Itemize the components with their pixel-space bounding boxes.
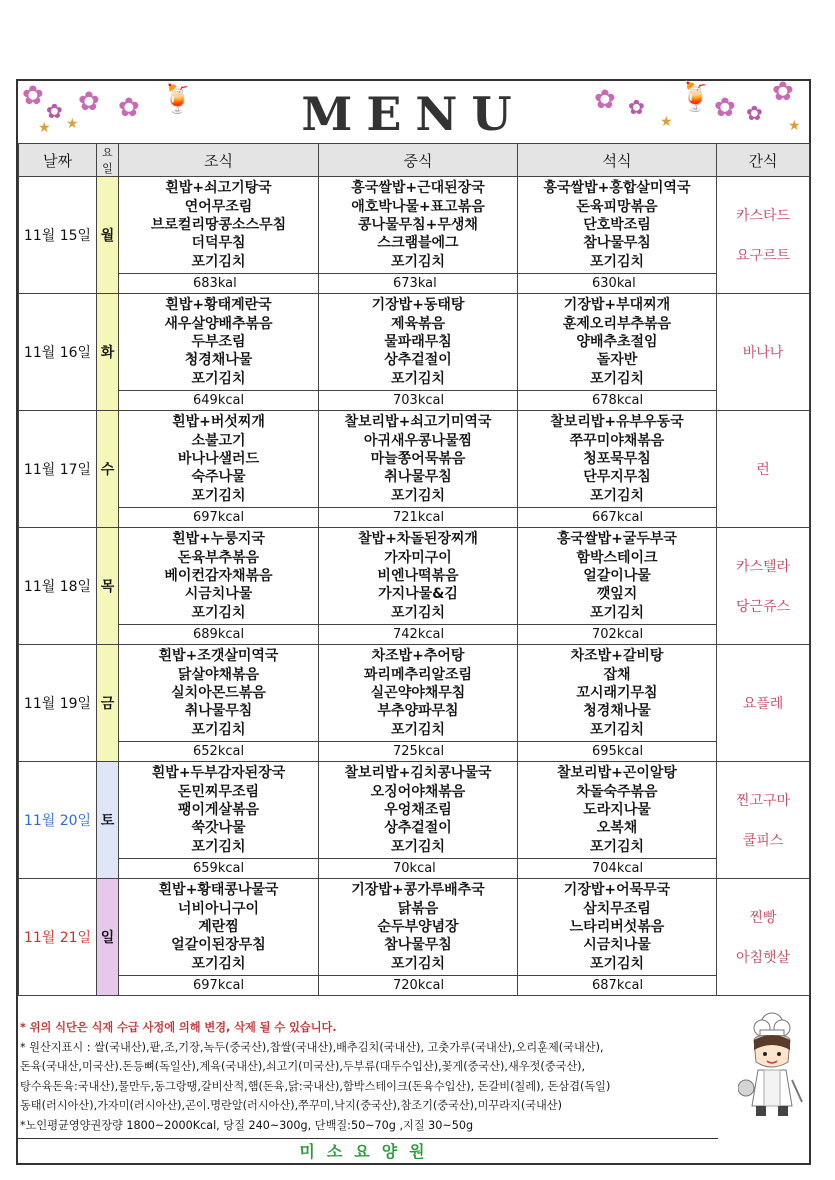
- menu-item: 소불고기: [191, 432, 246, 449]
- menu-item: 비엔나떡볶음: [377, 567, 459, 584]
- flower-icon: ✿: [46, 99, 63, 123]
- menu-item: 기장밥+콩가루배추국: [351, 882, 485, 899]
- date-cell: 11월 18일: [19, 528, 97, 645]
- menu-item: 포기김치: [191, 253, 246, 270]
- date-cell: 11월 17일: [19, 411, 97, 528]
- menu-item: 애호박나물+표고볶음: [351, 198, 485, 215]
- menu-item: 찰보리밥+쇠고기미역국: [344, 414, 492, 431]
- calorie-value: 659kcal: [119, 858, 318, 878]
- menu-item: 제육볶음: [390, 315, 446, 332]
- menu-item: 차조밥+갈비탕: [570, 648, 664, 665]
- star-icon: ★: [660, 114, 673, 130]
- snack-item: 요구르트: [735, 248, 791, 264]
- calorie-value: 630kal: [518, 273, 716, 293]
- menu-item: 포기김치: [390, 253, 446, 270]
- menu-item: 단호박조림: [583, 216, 651, 233]
- menu-item: 오복채: [596, 820, 638, 837]
- menu-item: 차조밥+추어탕: [371, 648, 465, 665]
- day-of-week-cell: 화: [97, 294, 119, 411]
- menu-item: 흰밥+조갯살미역국: [158, 648, 279, 665]
- day-of-week-cell: 금: [97, 645, 119, 762]
- calorie-value: 702kcal: [518, 624, 716, 644]
- dinner-cell: [518, 411, 717, 528]
- menu-item: 포기김치: [589, 838, 645, 855]
- table-row: [19, 762, 810, 879]
- snack-item: 요플레: [742, 696, 784, 712]
- menu-item: 찰보리밥+유부우동국: [550, 414, 684, 431]
- menu-item: 쑥갓나물: [191, 820, 246, 837]
- menu-item: 포기김치: [589, 721, 645, 738]
- cocktail-icon: 🍹: [160, 82, 195, 115]
- snack-cell: [717, 645, 810, 762]
- calorie-value: 70kcal: [319, 858, 517, 878]
- menu-item: 돈민찌무조림: [177, 783, 260, 800]
- menu-item: 꼬시래기무침: [576, 684, 658, 701]
- menu-item: 포기김치: [390, 370, 446, 387]
- calorie-value: 652kcal: [119, 741, 318, 761]
- menu-item: 참나물무침: [384, 937, 452, 954]
- menu-item: 돈육피망볶음: [576, 198, 658, 215]
- snack-item: 쿨피스: [742, 833, 784, 849]
- menu-item: 도라지나물: [583, 801, 651, 818]
- menu-item: 청경채나물: [583, 703, 651, 720]
- menu-item: 너비아니구이: [177, 900, 260, 917]
- menu-item: 함박스테이크: [576, 549, 658, 566]
- menu-item: 흰밥+두부감자된장국: [151, 765, 286, 782]
- flower-icon: ✿: [22, 81, 44, 111]
- menu-item: 기장밥+어묵무국: [563, 882, 671, 899]
- menu-item: 단무지무침: [583, 469, 651, 486]
- menu-item: 실곤약야채무침: [370, 684, 466, 701]
- menu-item: 포기김치: [390, 487, 446, 504]
- menu-item: 찰보리밥+김치콩나물국: [344, 765, 492, 782]
- breakfast-cell: [119, 879, 319, 996]
- menu-item: 가지나물&김: [378, 586, 458, 603]
- dinner-cell: [518, 645, 717, 762]
- menu-item: 흰밥+누룽지국: [172, 531, 265, 548]
- flower-icon: ✿: [118, 93, 140, 123]
- menu-item: 포기김치: [390, 838, 446, 855]
- breakfast-cell: [119, 177, 319, 294]
- menu-item: 상추겉절이: [384, 820, 452, 837]
- notes-origin-line: 탕수육돈육:국내산),물만두,동그랑땡,갈비산적,햄(돈육,닭:국내산),함박스테이크(돈육수입산), 돈갈비(칠레), 돈삼겹(독일): [20, 1079, 611, 1093]
- notes-origin-line: 동태(러시아산),가자미(러시아산),곤이.명란알(러시아산),쭈꾸미,낙지(중국산),참조기(중국산),미꾸라지(국내산): [20, 1099, 562, 1113]
- menu-item: 포기김치: [390, 721, 446, 738]
- calorie-value: 725kcal: [319, 741, 517, 761]
- menu-item: 숙주나물: [191, 469, 246, 486]
- menu-item: 포기김치: [589, 370, 645, 387]
- menu-item: 흰밥+황태콩나물국: [158, 882, 279, 899]
- menu-item: 포기김치: [589, 955, 645, 972]
- day-of-week-cell: 월: [97, 177, 119, 294]
- menu-item: 가자미구이: [384, 549, 452, 566]
- menu-item: 느타리버섯볶음: [569, 918, 665, 935]
- menu-item: 꽈리메추리알조림: [363, 666, 473, 683]
- menu-item: 찰밥+차돌된장찌개: [358, 531, 478, 548]
- snack-cell: [717, 528, 810, 645]
- menu-item: 마늘쫑어묵볶음: [370, 450, 466, 467]
- snack-item: 당근쥬스: [735, 599, 791, 615]
- calorie-value: 678kcal: [518, 390, 716, 410]
- snack-item: 카스텔라: [735, 559, 791, 575]
- calorie-value: 687kcal: [518, 975, 716, 995]
- notes-nutrition: *노인평균영양권장량 1800~2000Kcal, 당질 240~300g, 단백질:50~70g ,지질 30~50g: [20, 1118, 474, 1132]
- header-date: 날짜: [19, 144, 97, 177]
- breakfast-cell: [119, 294, 319, 411]
- calorie-value: 703kcal: [319, 390, 517, 410]
- menu-item: 포기김치: [191, 838, 246, 855]
- menu-item: 포기김치: [390, 604, 446, 621]
- table-row: [19, 294, 810, 411]
- menu-item: 기장밥+동태탕: [371, 297, 465, 314]
- menu-item: 시금치나물: [583, 937, 651, 954]
- date-cell: 11월 15일: [19, 177, 97, 294]
- menu-item: 포기김치: [390, 955, 446, 972]
- menu-item: 계란찜: [198, 918, 239, 935]
- lunch-cell: [319, 645, 518, 762]
- snack-item: 찐고구마: [735, 793, 791, 809]
- date-cell: 11월 20일: [19, 762, 97, 879]
- menu-item: 돈육부추볶음: [177, 549, 260, 566]
- notes-origin-line: 돈육(국내산,미국산).돈등뼈(독일산),계육(국내산),쇠고기(미국산),두부류(대두수입산),꽃게(중국산),새우젓(중국산),: [20, 1060, 586, 1074]
- menu-item: 포기김치: [191, 955, 246, 972]
- menu-item: 흰밥+황태계란국: [165, 297, 272, 314]
- menu-item: 포기김치: [191, 604, 246, 621]
- flower-icon: ✿: [594, 85, 616, 115]
- page-title: MENU: [301, 87, 526, 141]
- menu-item: 팽이게살볶음: [177, 801, 260, 818]
- menu-header: [18, 77, 809, 143]
- flower-icon: ✿: [78, 87, 100, 117]
- menu-item: 청경채나물: [184, 352, 253, 369]
- menu-item: 훈제오리부추볶음: [562, 315, 672, 332]
- menu-item: 물파래무침: [384, 333, 452, 350]
- menu-item: 기장밥+부대찌개: [563, 297, 671, 314]
- snack-item: 런: [756, 462, 770, 478]
- menu-item: 실치아몬드볶음: [171, 684, 266, 701]
- lunch-cell: [319, 411, 518, 528]
- snack-cell: [717, 762, 810, 879]
- menu-item: 취나물무침: [384, 469, 452, 486]
- menu-item: 스크램블에그: [377, 235, 459, 252]
- header-dow: 요일: [97, 144, 119, 177]
- calorie-value: 695kcal: [518, 741, 716, 761]
- flower-icon: ✿: [746, 101, 763, 125]
- snack-item: 아침햇살: [735, 950, 791, 966]
- date-cell: 11월 21일: [19, 879, 97, 996]
- menu-item: 바나나샐러드: [177, 450, 260, 467]
- lunch-cell: [319, 177, 518, 294]
- calorie-value: 673kal: [319, 273, 517, 293]
- menu-item: 흥국쌀밥+근대된장국: [351, 180, 485, 197]
- menu-item: 시금치나물: [184, 586, 253, 603]
- header-dinner: 석식: [518, 144, 717, 177]
- calorie-value: 667kcal: [518, 507, 716, 527]
- menu-item: 삼치무조림: [583, 900, 651, 917]
- menu-item: 상추겉절이: [384, 352, 452, 369]
- table-header-row: [19, 144, 810, 177]
- cocktail-icon: 🍹: [678, 80, 713, 113]
- calorie-value: 689kcal: [119, 624, 318, 644]
- day-of-week-cell: 목: [97, 528, 119, 645]
- flower-icon: ✿: [714, 93, 736, 123]
- menu-item: 돌자반: [596, 352, 638, 369]
- menu-item: 브로컬리땅콩소스무침: [150, 216, 287, 233]
- menu-item: 취나물무침: [184, 703, 253, 720]
- menu-item: 포기김치: [191, 487, 246, 504]
- calorie-value: 697kcal: [119, 507, 318, 527]
- lunch-cell: [319, 528, 518, 645]
- snack-cell: [717, 411, 810, 528]
- notes: [20, 1018, 720, 1136]
- day-of-week-cell: 토: [97, 762, 119, 879]
- menu-item: 닭살야채볶음: [177, 666, 260, 683]
- notes-warning: * 위의 식단은 식재 수급 사정에 의해 변경, 삭제 될 수 있습니다.: [20, 1021, 337, 1034]
- menu-item: 닭볶음: [397, 900, 439, 917]
- menu-item: 잡채: [603, 666, 631, 683]
- snack-item: 바나나: [742, 345, 784, 361]
- dinner-cell: [518, 528, 717, 645]
- menu-item: 차돌숙주볶음: [576, 783, 658, 800]
- menu-item: 쭈꾸미야채볶음: [569, 432, 665, 449]
- dinner-cell: [518, 177, 717, 294]
- flower-icon: ✿: [628, 95, 645, 119]
- menu-item: 콩나물무침+무생채: [358, 216, 478, 233]
- calorie-value: 742kcal: [319, 624, 517, 644]
- menu-item: 포기김치: [191, 721, 246, 738]
- table-row: [19, 879, 810, 996]
- table-row: [19, 411, 810, 528]
- header-breakfast: 조식: [119, 144, 319, 177]
- menu-item: 얼갈이된장무침: [171, 937, 266, 954]
- calorie-value: 704kcal: [518, 858, 716, 878]
- menu-item: 포기김치: [589, 253, 645, 270]
- menu-item: 참나물무침: [583, 235, 651, 252]
- menu-item: 베이컨감자채볶음: [164, 567, 273, 584]
- calorie-value: 721kcal: [319, 507, 517, 527]
- table-row: [19, 528, 810, 645]
- menu-item: 흰밥+버섯찌개: [172, 414, 265, 431]
- menu-item: 두부조림: [191, 333, 246, 350]
- breakfast-cell: [119, 762, 319, 879]
- menu-item: 흥국쌀밥+굴두부국: [557, 531, 677, 548]
- menu-item: 오징어야채볶음: [370, 783, 466, 800]
- snack-item: 찐빵: [749, 910, 777, 926]
- lunch-cell: [319, 294, 518, 411]
- calorie-value: 697kcal: [119, 975, 318, 995]
- date-cell: 11월 16일: [19, 294, 97, 411]
- dinner-cell: [518, 294, 717, 411]
- dinner-cell: [518, 762, 717, 879]
- lunch-cell: [319, 762, 518, 879]
- day-of-week-cell: 수: [97, 411, 119, 528]
- header-snack: 간식: [717, 144, 810, 177]
- header-lunch: 중식: [319, 144, 518, 177]
- menu-item: 포기김치: [191, 370, 246, 387]
- menu-item: 부추양파무침: [377, 703, 459, 720]
- snack-cell: [717, 879, 810, 996]
- chef-mascot-icon: [738, 1010, 806, 1120]
- menu-item: 포기김치: [589, 487, 645, 504]
- table-row: [19, 177, 810, 294]
- star-icon: ★: [788, 118, 801, 134]
- snack-item: 카스타드: [735, 208, 791, 224]
- dinner-cell: [518, 879, 717, 996]
- menu-item: 더덕무침: [191, 235, 246, 252]
- menu-item: 포기김치: [589, 604, 645, 621]
- breakfast-cell: [119, 528, 319, 645]
- breakfast-cell: [119, 411, 319, 528]
- table-row: [19, 645, 810, 762]
- menu-item: 순두부양념장: [377, 918, 459, 935]
- menu-item: 아귀새우콩나물찜: [363, 432, 473, 449]
- menu-item: 새우살양배추볶음: [164, 315, 273, 332]
- menu-item: 양배추초절임: [576, 333, 658, 350]
- calorie-value: 649kcal: [119, 390, 318, 410]
- menu-item: 청포묵무침: [583, 450, 651, 467]
- date-cell: 11월 19일: [19, 645, 97, 762]
- menu-item: 연어무조림: [184, 198, 253, 215]
- menu-table: [18, 143, 810, 996]
- menu-item: 흰밥+쇠고기탕국: [165, 180, 272, 197]
- snack-cell: [717, 177, 810, 294]
- flower-icon: ✿: [772, 77, 794, 107]
- menu-item: 우엉채조림: [384, 801, 452, 818]
- calorie-value: 720kcal: [319, 975, 517, 995]
- star-icon: ★: [38, 120, 51, 136]
- menu-item: 깻잎지: [596, 586, 638, 603]
- breakfast-cell: [119, 645, 319, 762]
- star-icon: ★: [66, 116, 79, 132]
- facility-name: 미소요양원: [18, 1138, 718, 1164]
- notes-origin-line: * 원산지표시 : 쌀(국내산),팥,조,기장,녹두(중국산),찹쌀(국내산),배추김치(국내산), 고춧가루(국내산),오리훈제(국내산),: [20, 1040, 604, 1054]
- day-of-week-cell: 일: [97, 879, 119, 996]
- menu-item: 찰보리밥+곤이알탕: [557, 765, 677, 782]
- menu-item: 얼갈이나물: [583, 567, 651, 584]
- lunch-cell: [319, 879, 518, 996]
- calorie-value: 683kal: [119, 273, 318, 293]
- menu-item: 흥국쌀밥+홍합살미역국: [543, 180, 691, 197]
- snack-cell: [717, 294, 810, 411]
